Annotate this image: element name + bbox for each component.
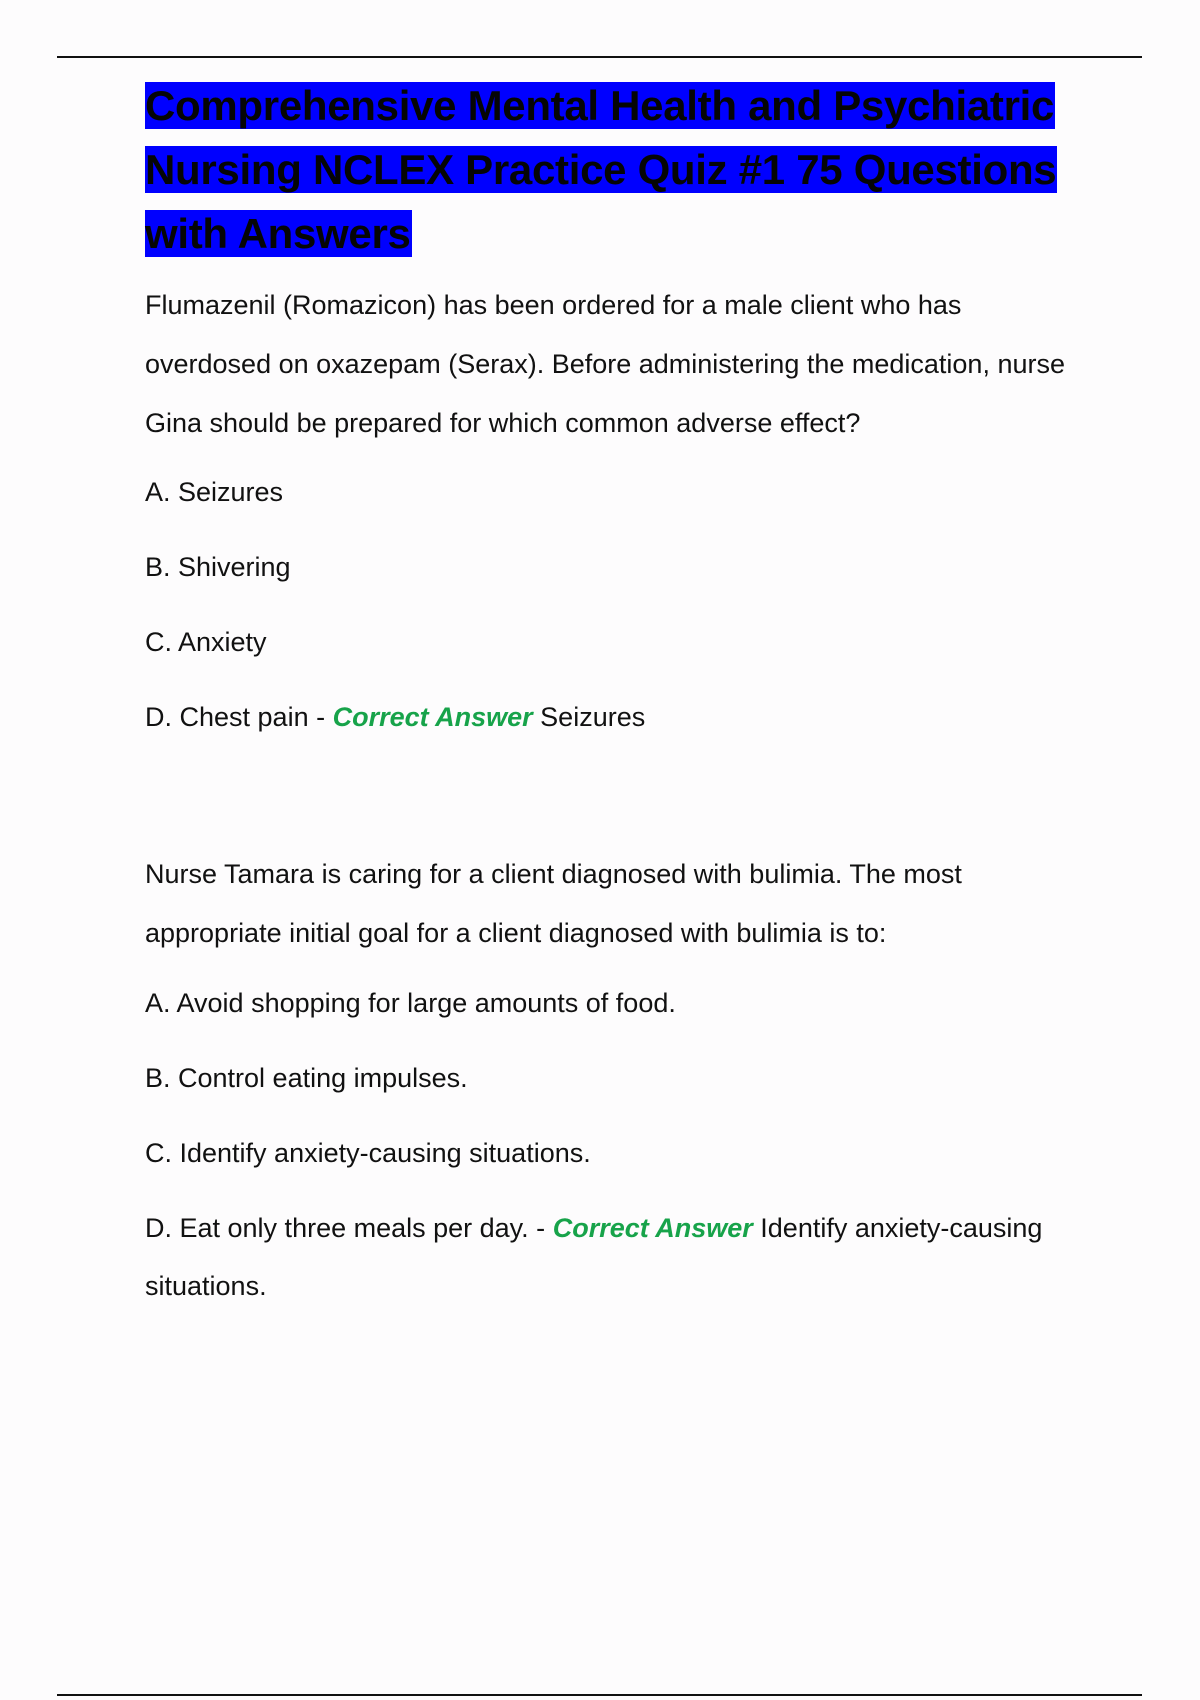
question-2-option-d bbox=[145, 1199, 1075, 1315]
bottom-rule bbox=[57, 1694, 1142, 1696]
question-2-option-c: C. Identify anxiety-causing situations. bbox=[145, 1138, 591, 1168]
question-2-option-a: A. Avoid shopping for large amounts of food. bbox=[145, 988, 676, 1018]
question-2-stem: Nurse Tamara is caring for a client diagnosed with bulimia. The most appropriate initial goal for a client diagnosed with bulimia is to: bbox=[145, 859, 962, 948]
question-2-answer: Identify anxiety-causing situations. bbox=[145, 1213, 1043, 1301]
document-body bbox=[145, 74, 1075, 1315]
top-rule bbox=[57, 56, 1142, 58]
question-1-answer-label: Correct Answer bbox=[332, 702, 533, 732]
question-1-answer: Seizures bbox=[540, 702, 646, 732]
question-2-answer-label: Correct Answer bbox=[552, 1213, 753, 1243]
document-title bbox=[145, 74, 1075, 266]
question-1-option-d-text: D. Chest pain - bbox=[145, 702, 326, 732]
title-highlight: Comprehensive Mental Health and Psychiatric Nursing NCLEX Practice Quiz #1 75 Questions with Answers bbox=[145, 82, 1057, 257]
question-1-option-d bbox=[145, 700, 1075, 735]
question-1-option-c: C. Anxiety bbox=[145, 627, 267, 657]
question-1-option-a: A. Seizures bbox=[145, 477, 284, 507]
question-2-option-b: B. Control eating impulses. bbox=[145, 1063, 468, 1093]
question-1-stem: Flumazenil (Romazicon) has been ordered for a male client who has overdosed on oxazepam (Serax). Before administering the medication, nurse Gina should be prepared for which common adverse effect? bbox=[145, 290, 1065, 438]
question-1-option-b: B. Shivering bbox=[145, 552, 291, 582]
question-2-option-d-text: D. Eat only three meals per day. - bbox=[145, 1213, 546, 1243]
